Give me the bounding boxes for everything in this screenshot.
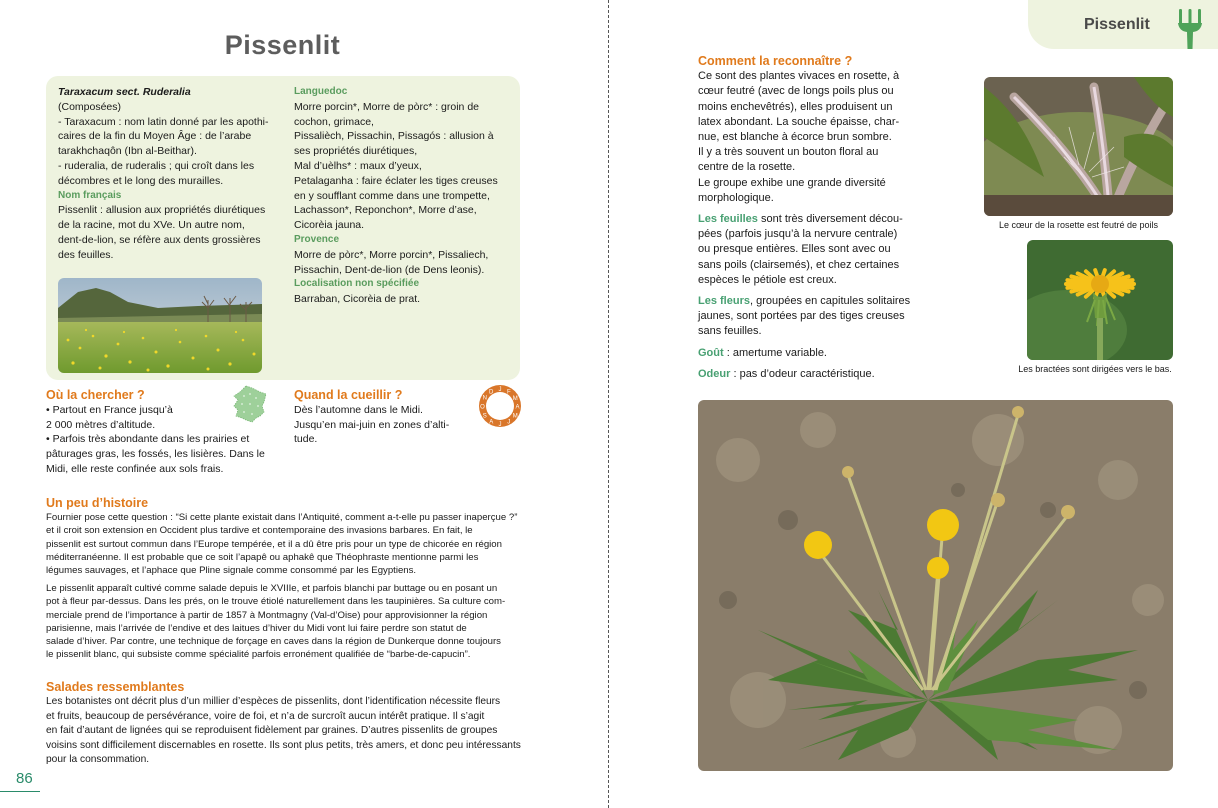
flowers-line: sans feuilles. [698, 325, 762, 338]
calendar-month-letter: D [489, 389, 494, 396]
smell-text: : pas d’odeur caractéristique. [730, 367, 875, 380]
recognize-section [698, 54, 928, 382]
recognize-line: latex abondant. La souche épaisse, char- [698, 115, 900, 128]
history-line: le pissenlit blanc, qui subsiste comme spécialité parfois erronément qualifiée de “barbe-de-capucin”. [46, 649, 471, 661]
recognize-line: moins enchevêtrés), elles produisent un [698, 100, 893, 113]
languedoc-line: Morre porcin*, Morre de pòrc* : groin de [294, 100, 479, 113]
languedoc-line: Mal d’uèlhs* : maux d’yeux, [294, 159, 422, 172]
meadow-photo [58, 278, 262, 373]
languedoc-heading: Languedoc [294, 86, 348, 97]
where-line: • Partout en France jusqu’à [46, 403, 173, 416]
calendar-month-letter: F [506, 389, 511, 396]
languedoc-line: ses propriétés diurétiques, [294, 145, 418, 158]
localisation-heading: Localisation non spécifiée [294, 278, 420, 290]
etymology-line: décombres et le long des murailles. [58, 174, 224, 187]
history-section [46, 497, 526, 661]
latin-name: Taraxacum sect. Ruderalia [58, 86, 191, 98]
smell-term: Odeur [698, 367, 731, 380]
nom-francais-line: des feuilles. [58, 248, 114, 261]
similar-salads-line: voisins sont difficilement discernables en rosette. Ils sont plus petits, très amers, et donc peu intéressants [46, 739, 521, 751]
flower-head [1061, 505, 1075, 519]
history-line: légumes sauvages, et l’aphace que Pline signale comme consommé par les Egyptiens. [46, 565, 417, 577]
rosette-photo [984, 77, 1173, 216]
recognize-line: centre de la rosette. [698, 161, 796, 174]
provence-heading: Provence [294, 233, 340, 245]
calendar-month-letter: M [512, 413, 518, 420]
calendar-month-letter: A [489, 419, 494, 426]
taste-term: Goût [698, 346, 724, 359]
smell-line [698, 367, 928, 382]
rosette-caption: Le cœur de la rosette est feutré de poils [998, 220, 1159, 230]
calendar-month-letter: J [498, 422, 502, 428]
recognize-line: cœur feutré (avec de longs poils plus ou [698, 85, 894, 98]
calendar-month-letter: M [512, 395, 518, 402]
languedoc-line: cochon, grimace, [294, 115, 374, 128]
flower-head [927, 509, 959, 541]
leaves-line: ou presque entières. Elles sont avec ou [698, 243, 891, 256]
flower-head [1012, 406, 1024, 418]
leaves-line: sans poils (clairsemés), et chez certaines [698, 258, 900, 271]
when-line: Dès l’automne dans le Midi. [294, 403, 423, 416]
history-line: pot à fleur par-dessus. Dans les prés, on le trouve étiolé naturellement dans les taupinières. Sa culture com- [46, 596, 506, 608]
languedoc-line: en y soufflant comme dans une trompette, [294, 189, 490, 202]
recognize-line: Le groupe exhibe une grande diversité [698, 176, 886, 189]
similar-salads-section [46, 680, 526, 767]
calendar-month-letter: O [480, 404, 485, 411]
flower-head-caption: Les bractées sont dirigées vers le bas. [1018, 364, 1172, 374]
leaves-paragraph [698, 212, 928, 227]
when-heading: Quand la cueillir ? [294, 388, 403, 402]
recognize-heading: Comment la reconnaître ? [698, 54, 853, 68]
languedoc-line: Petalaganha : faire éclater les tiges creuses [294, 174, 498, 187]
flowers-term: Les fleurs [698, 295, 750, 308]
history-line: Le pissenlit apparaît cultivé comme salade depuis le XVIIIe, et parfois blanchi par buttage ou en posant un [46, 583, 498, 595]
history-line: parisienne, mais l’arrivée de l’endive et des laitues d’hiver du Midi vont lui faire perdre son statut de [46, 622, 467, 634]
similar-salads-heading: Salades ressemblantes [46, 680, 185, 694]
similar-salads-line: Les botanistes ont décrit plus d’un millier d’espèces de pissenlits, dont l’identification nécessite fleurs [46, 696, 501, 708]
nom-francais-heading: Nom français [58, 189, 122, 201]
calendar-month-letter: J [498, 387, 502, 393]
when-section [294, 388, 474, 447]
provence-line: Pissachin, Dent-de-lion (de Dens leonis). [294, 263, 485, 276]
etymology-line: - ruderalia, de ruderalis ; qui croît dans les [58, 159, 255, 172]
plant-photo [698, 400, 1173, 771]
etymology-line: caires de la fin du Moyen Âge : de l’arabe [58, 130, 252, 143]
history-line: salade d’hiver. Par contre, une technique de forçage en caves dans la région de Dunkerque donne toujours [46, 636, 501, 648]
similar-salads-line: et fruits, beaucoup de persévérance, voire de foi, et n’a de surcroît aucun intérêt pratique. Il s’agit [46, 710, 485, 722]
calendar-month-letter: S [482, 413, 487, 420]
etymology-line: - Taraxacum : nom latin donné par les apothi- [58, 115, 269, 128]
harvest-calendar-icon [478, 384, 522, 433]
where-line: Midi, elle reste confinée aux sols frais. [46, 462, 224, 475]
languedoc-line: Cicorèia jauna. [294, 219, 365, 232]
nom-francais-line: de la racine, mot du XVe. Un autre nom, [58, 219, 245, 232]
nom-francais-line: dent-de-lion, se réfère aux dents grossières [58, 233, 261, 246]
history-line: Fournier pose cette question : “Si cette plante existait dans l’Antiquité, comment a-t-elle pu passer inaperçue ?” [46, 512, 518, 524]
history-para2 [46, 582, 526, 661]
flowers-line: , groupées en capitules solitaires [749, 295, 911, 308]
etymology-line: tarakhchaqôn (Ibn al-Beithar). [58, 145, 197, 158]
recognize-line: Il y a très souvent un bouton floral au [698, 146, 879, 159]
leaves-line: espèces le pétiole est creux. [698, 273, 837, 286]
leaves-line: sont très diversement décou- [757, 213, 903, 226]
similar-salads-line: pour la consommation. [46, 754, 150, 766]
localisation-line: Barraban, Cicorèia de prat. [294, 293, 421, 306]
history-line: méditerranéenne. Il est probable que ce soit l’apapê ou aphakê que Théophraste mentionne parmi les [46, 551, 479, 563]
fork-icon [1177, 9, 1203, 54]
when-line: tude. [294, 433, 318, 446]
header-tab-title: Pissenlit [1084, 16, 1150, 33]
page-number: 86 [16, 770, 33, 787]
calendar-month-letter: A [515, 404, 520, 411]
where-line: pâturages gras, les fossés, les lisières. Dans le [46, 448, 265, 461]
languedoc-line: Pissalièch, Pissachin, Pissagós : allusion à [294, 130, 494, 143]
flowers-paragraph [698, 294, 928, 309]
similar-salads-line: en fait d’autant de lignées qui se reproduisent fidèlement par graines. D’autres pissenlits de groupes [46, 725, 498, 737]
page-title: Pissenlit [224, 30, 341, 60]
page-number-rule [0, 791, 40, 792]
history-line: merciale prend de l’importance à partir de 1857 à Montmagny (Val-d’Oise) pour approvisionner la région [46, 609, 488, 621]
recognize-line: nue, est blanche à écorce brun sombre. [698, 131, 892, 144]
where-heading: Où la chercher ? [46, 388, 145, 402]
recognize-line: morphologique. [698, 191, 774, 204]
flower-head [991, 493, 1005, 507]
when-line: Jusqu’en mai-juin en zones d’alti- [294, 418, 450, 431]
history-para1 [46, 511, 526, 577]
taste-text: : amertume variable. [723, 346, 827, 359]
leaves-term: Les feuilles [698, 213, 758, 226]
leaves-line: pées (parfois jusqu’à la nervure centrale) [698, 228, 898, 241]
provence-line: Morre de pòrc*, Morre porcin*, Pissaliech, [294, 248, 489, 261]
history-heading: Un peu d’histoire [46, 496, 149, 510]
nom-francais-line: Pissenlit : allusion aux propriétés diurétiques [58, 204, 266, 217]
history-line: et il croit son extension en Occident plus tardive et contemporaine des invasions barbares. En fait, le [46, 525, 473, 537]
flower-head [842, 466, 854, 478]
where-line: • Parfois très abondante dans les prairies et [46, 433, 250, 446]
calendar-month-letter: J [507, 419, 511, 426]
flowers-line: jaunes, sont portées par des tiges creuses [698, 310, 905, 323]
flower-head [927, 557, 949, 579]
recognize-line: Ce sont des plantes vivaces en rosette, à [698, 70, 900, 83]
page-divider [608, 0, 609, 808]
family: (Composées) [58, 100, 122, 113]
calendar-month-letter: N [482, 395, 487, 402]
history-line: pissenlit est surtout commun dans l’Europe tempérée, et il a dû être pris pour un type de chicorée en région [46, 538, 502, 550]
flower-head-photo [1027, 240, 1173, 360]
languedoc-line: Lachasson*, Reponchon*, Morre d’ase, [294, 204, 477, 217]
taste-line [698, 346, 928, 361]
names-left-column [58, 85, 283, 263]
where-line: 2 000 mètres d’altitude. [46, 418, 156, 431]
france-map-icon [230, 384, 270, 429]
names-right-column [294, 85, 516, 307]
flower-head [804, 531, 832, 559]
